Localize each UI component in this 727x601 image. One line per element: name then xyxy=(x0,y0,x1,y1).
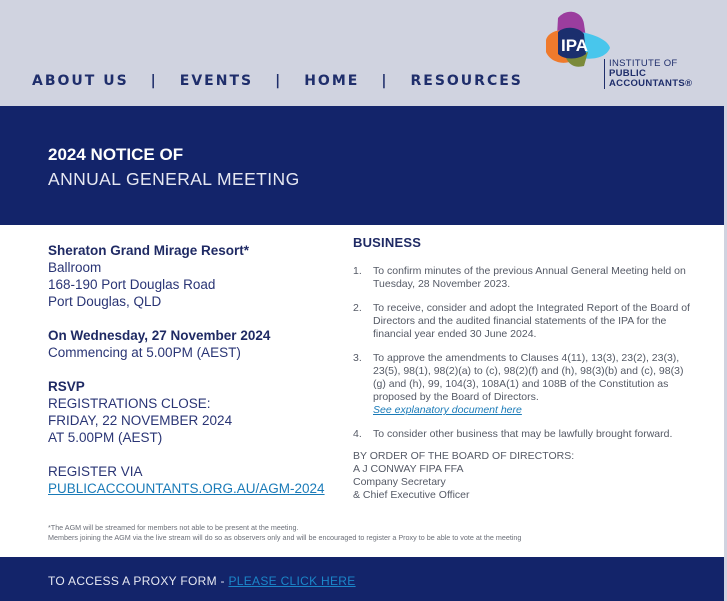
logo-line-1: INSTITUTE OF xyxy=(609,58,678,69)
footnote xyxy=(48,523,521,543)
proxy-footer xyxy=(0,557,724,601)
venue-city: Port Douglas, QLD xyxy=(48,294,162,309)
main-nav xyxy=(32,73,523,89)
footnote-line-2: Members joining the AGM via the live stream will do so as observers only and will be encouraged to register a Proxy to be able to vote at the meeting xyxy=(48,533,522,542)
rsvp-line-1: REGISTRATIONS CLOSE: xyxy=(48,396,211,411)
business-item: 3. To approve the amendments to Clauses 4(11), 13(3), 23(2), 23(3), 23(5), 98(1), 98(2)(a) to (c), 98(2)(f) and (h), 98(3)(b) and (c), 98(3)(g) and (h), 99, 104(3), 108A(1) and 108B of the Constitution as proposed by the Board of Directors. See explanatory document here xyxy=(353,352,693,417)
business-heading: BUSINESS xyxy=(353,235,422,250)
svg-text:IPA: IPA xyxy=(561,36,589,55)
business-item: 2. To receive, consider and adopt the Integrated Report of the Board of Directors and the audited financial statements of the IPA for the financial year ended 30 June 2024. xyxy=(353,302,690,340)
business-item: 1. To confirm minutes of the previous Annual General Meeting held on Tuesday, 28 November 2023. xyxy=(353,265,686,290)
business-list xyxy=(353,265,693,441)
proxy-text: TO ACCESS A PROXY FORM - PLEASE CLICK HERE xyxy=(48,574,356,588)
register-link[interactable]: PUBLICACCOUNTANTS.ORG.AU/AGM-2024 xyxy=(48,481,325,496)
rsvp-line-2: FRIDAY, 22 NOVEMBER 2024 xyxy=(48,413,233,428)
register-label: REGISTER VIA xyxy=(48,464,143,479)
signoff-line-4: & Chief Executive Officer xyxy=(353,489,470,501)
signoff-line-1: BY ORDER OF THE BOARD OF DIRECTORS: xyxy=(353,450,575,462)
business-section xyxy=(353,236,693,502)
meeting-date: On Wednesday, 27 November 2024 xyxy=(48,328,271,343)
logo-line-3: ACCOUNTANTS® xyxy=(609,78,693,89)
rsvp-line-3: AT 5.00PM (AEST) xyxy=(48,430,163,445)
meeting-time: Commencing at 5.00PM (AEST) xyxy=(48,345,241,360)
nav-separator: | xyxy=(381,73,389,89)
venue-name: Sheraton Grand Mirage Resort* xyxy=(48,243,250,258)
venue-room: Ballroom xyxy=(48,260,102,275)
venue-street: 168-190 Port Douglas Road xyxy=(48,277,216,292)
business-item: 4. To consider other business that may be lawfully brought forward. xyxy=(353,428,673,440)
logo-wordmark xyxy=(604,59,692,89)
hero-banner xyxy=(0,106,724,225)
meeting-details xyxy=(48,242,338,497)
signoff xyxy=(353,450,693,502)
explanatory-document-link[interactable]: See explanatory document here xyxy=(373,404,522,416)
footnote-line-1: *The AGM will be streamed for members not able to be present at the meeting. xyxy=(48,523,299,532)
proxy-form-link[interactable]: PLEASE CLICK HERE xyxy=(228,574,356,588)
nav-about-us[interactable]: ABOUT US xyxy=(32,73,129,89)
nav-events[interactable]: EVENTS xyxy=(179,73,254,89)
rsvp-heading: RSVP xyxy=(48,379,85,394)
nav-home[interactable]: HOME xyxy=(304,73,360,89)
logo-line-2: PUBLIC xyxy=(609,68,647,79)
signoff-line-2: A J CONWAY FIPA FFA xyxy=(353,463,464,475)
nav-separator: | xyxy=(275,73,283,89)
hero-title-line-1: 2024 NOTICE OF xyxy=(48,145,184,164)
nav-separator: | xyxy=(150,73,158,89)
header xyxy=(0,0,724,106)
hero-title-line-2: ANNUAL GENERAL MEETING xyxy=(48,169,300,189)
signoff-line-3: Company Secretary xyxy=(353,476,446,488)
nav-resources[interactable]: RESOURCES xyxy=(410,73,523,89)
